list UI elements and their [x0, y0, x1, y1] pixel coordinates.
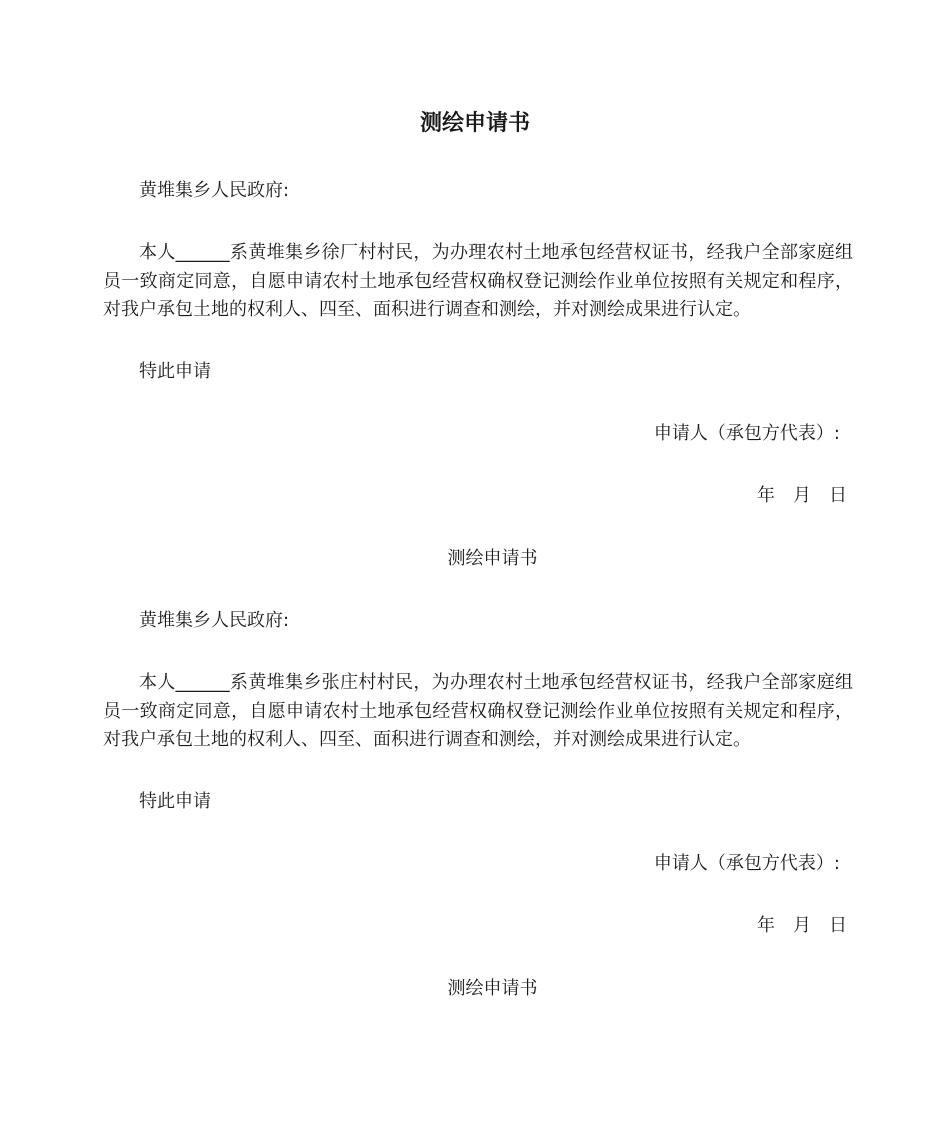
- salutation: 黄堆集乡人民政府:: [139, 180, 290, 201]
- date-day: 日: [829, 485, 847, 506]
- salutation: 黄堆集乡人民政府:: [139, 610, 290, 631]
- body-paragraph: 本人______系黄堆集乡张庄村村民，为办理农村土地承包经营权证书，经我户全部家庭组员一致商定同意，自愿申请农村土地承包经营权确权登记测绘作业单位按照有关规定和程序，对我户承包土地的权利人、四至、面积进行调查和测绘，并对测绘成果进行认定。: [103, 672, 853, 750]
- date-month: 月: [793, 915, 811, 936]
- signer-label: 申请人（承包方代表）:: [653, 423, 840, 444]
- date-day: 日: [829, 915, 847, 936]
- section-title: 测绘申请书: [447, 978, 538, 999]
- date-year: 年: [757, 915, 775, 936]
- date-year: 年: [757, 485, 775, 506]
- document-title: 测绘申请书: [419, 111, 530, 136]
- date-line: [757, 482, 847, 510]
- body-paragraph: 本人______系黄堆集乡徐厂村村民，为办理农村土地承包经营权证书，经我户全部家庭组员一致商定同意，自愿申请农村土地承包经营权确权登记测绘作业单位按照有关规定和程序，对我户承包土地的权利人、四至、面积进行调查和测绘，并对测绘成果进行认定。: [103, 242, 853, 320]
- section-title: 测绘申请书: [447, 548, 538, 569]
- closing-line: 特此申请: [139, 791, 211, 812]
- signer-label: 申请人（承包方代表）:: [653, 853, 840, 874]
- date-month: 月: [793, 485, 811, 506]
- date-line: [757, 912, 847, 940]
- closing-line: 特此申请: [139, 361, 211, 382]
